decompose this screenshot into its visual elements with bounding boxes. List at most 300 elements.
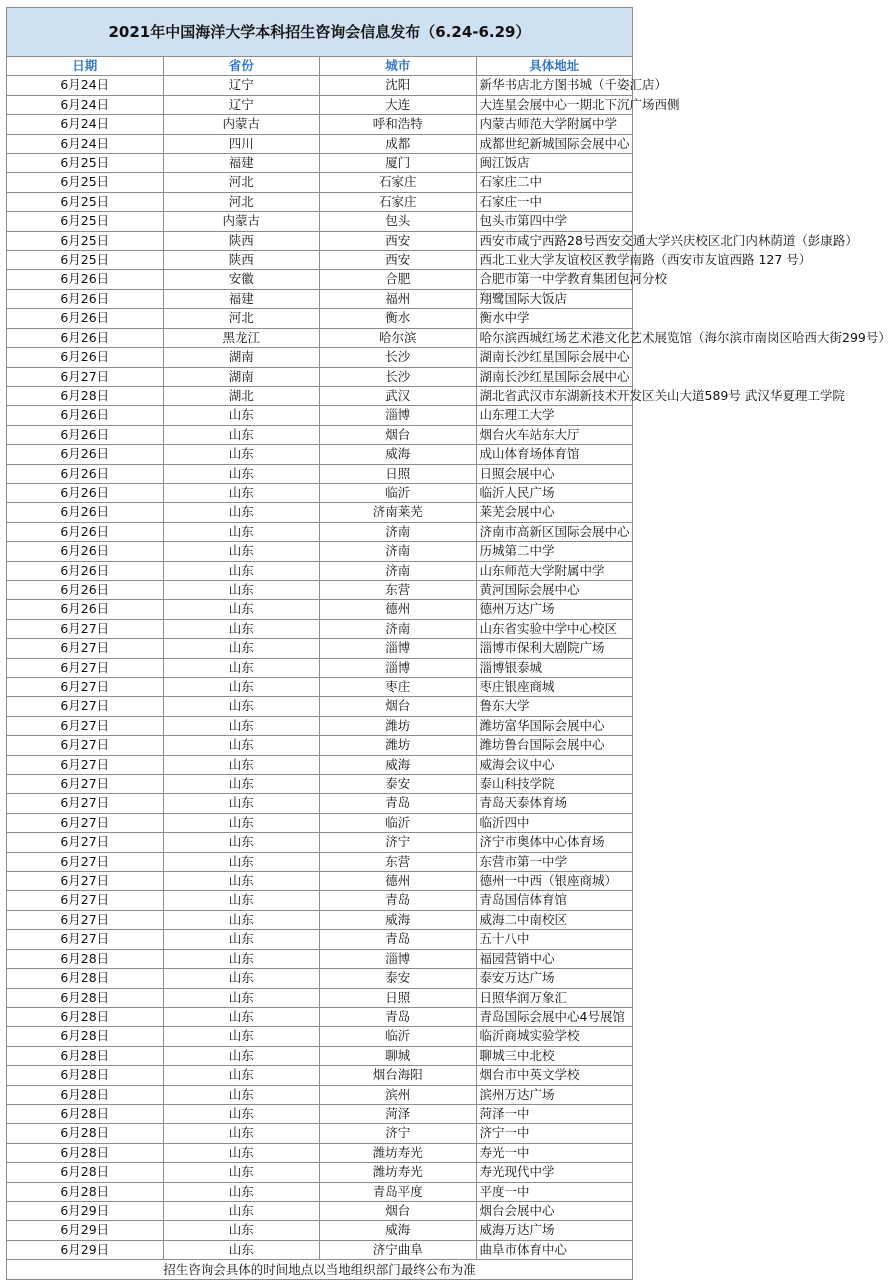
cell-city: 临沂: [320, 813, 477, 832]
cell-address: 山东师范大学附属中学: [476, 561, 633, 580]
table-row: [7, 678, 633, 697]
cell-province: 安徽: [163, 270, 320, 289]
cell-date: 6月26日: [7, 445, 164, 464]
title-row: [7, 8, 633, 57]
table-body: [7, 76, 891, 1260]
cell-city: 成都: [320, 134, 477, 153]
table-row: [7, 716, 633, 735]
cell-address: 烟台会展中心: [476, 1201, 633, 1220]
cell-province: 河北: [163, 309, 320, 328]
cell-address: 潍坊富华国际会展中心: [476, 716, 633, 735]
cell-address: 济宁市奥体中心体育场: [476, 833, 633, 852]
cell-province: 山东: [163, 716, 320, 735]
cell-address: 临沂四中: [476, 813, 633, 832]
cell-date: 6月28日: [7, 1027, 164, 1046]
cell-province: 福建: [163, 289, 320, 308]
cell-city: 德州: [320, 600, 477, 619]
cell-province: 山东: [163, 949, 320, 968]
cell-address: 威海会议中心: [476, 755, 633, 774]
cell-city: 潍坊: [320, 716, 477, 735]
cell-date: 6月26日: [7, 406, 164, 425]
table-row: [7, 1007, 633, 1026]
table-row: [7, 833, 633, 852]
table-row: [7, 231, 633, 250]
cell-date: 6月28日: [7, 1143, 164, 1162]
table-row: [7, 95, 633, 114]
cell-city: 西安: [320, 251, 477, 270]
cell-province: 湖南: [163, 367, 320, 386]
table-row: [7, 542, 633, 561]
cell-date: 6月27日: [7, 833, 164, 852]
cell-province: 山东: [163, 503, 320, 522]
cell-date: 6月26日: [7, 542, 164, 561]
cell-date: 6月27日: [7, 736, 164, 755]
table-row: [7, 76, 633, 95]
table-row: [7, 1027, 633, 1046]
cell-date: 6月26日: [7, 328, 164, 347]
cell-date: 6月26日: [7, 561, 164, 580]
cell-province: 山东: [163, 813, 320, 832]
table-row: [7, 445, 633, 464]
cell-province: 山东: [163, 1143, 320, 1162]
schedule-sheet: [6, 7, 891, 1280]
cell-city: 包头: [320, 212, 477, 231]
cell-date: 6月27日: [7, 872, 164, 891]
table-row: [7, 1143, 633, 1162]
cell-city: 日照: [320, 988, 477, 1007]
table-row: [7, 1221, 633, 1240]
cell-city: 呼和浩特: [320, 115, 477, 134]
cell-address: 福园营销中心: [476, 949, 633, 968]
cell-address: 湖北省武汉市东湖新技术开发区关山大道589号 武汉华夏理工学院: [476, 386, 633, 405]
table-row: [7, 930, 633, 949]
cell-province: 山东: [163, 1124, 320, 1143]
header-date: 日期: [7, 57, 164, 76]
cell-address: 黄河国际会展中心: [476, 580, 633, 599]
cell-city: 淄博: [320, 639, 477, 658]
cell-province: 山东: [163, 988, 320, 1007]
cell-date: 6月26日: [7, 503, 164, 522]
cell-address: 济宁一中: [476, 1124, 633, 1143]
cell-province: 福建: [163, 154, 320, 173]
cell-date: 6月29日: [7, 1240, 164, 1259]
cell-date: 6月28日: [7, 969, 164, 988]
table-row: [7, 328, 633, 347]
cell-province: 山东: [163, 697, 320, 716]
cell-city: 菏泽: [320, 1104, 477, 1123]
cell-city: 烟台海阳: [320, 1066, 477, 1085]
cell-address: 泰山科技学院: [476, 775, 633, 794]
cell-city: 大连: [320, 95, 477, 114]
cell-city: 武汉: [320, 386, 477, 405]
cell-city: 滨州: [320, 1085, 477, 1104]
cell-address: 湖南长沙红星国际会展中心: [476, 367, 633, 386]
cell-province: 山东: [163, 483, 320, 502]
cell-province: 山东: [163, 755, 320, 774]
table-row: [7, 134, 633, 153]
cell-city: 聊城: [320, 1046, 477, 1065]
cell-address: 德州万达广场: [476, 600, 633, 619]
cell-address: 包头市第四中学: [476, 212, 633, 231]
table-row: [7, 348, 633, 367]
cell-city: 枣庄: [320, 678, 477, 697]
cell-address: 潍坊鲁台国际会展中心: [476, 736, 633, 755]
cell-province: 山东: [163, 522, 320, 541]
cell-province: 山东: [163, 542, 320, 561]
cell-address: 闽江饭店: [476, 154, 633, 173]
cell-province: 山东: [163, 852, 320, 871]
table-row: [7, 192, 633, 211]
cell-address: 内蒙古师范大学附属中学: [476, 115, 633, 134]
cell-address: 合肥市第一中学教育集团包河分校: [476, 270, 633, 289]
header-city: 城市: [320, 57, 477, 76]
cell-address: 衡水中学: [476, 309, 633, 328]
table-row: [7, 561, 633, 580]
cell-province: 湖南: [163, 348, 320, 367]
cell-city: 威海: [320, 445, 477, 464]
cell-date: 6月24日: [7, 134, 164, 153]
cell-address: 烟台市中英文学校: [476, 1066, 633, 1085]
cell-address: 山东省实验中学中心校区: [476, 619, 633, 638]
cell-address: 威海万达广场: [476, 1221, 633, 1240]
cell-city: 济宁: [320, 833, 477, 852]
table-row: [7, 580, 633, 599]
cell-province: 山东: [163, 580, 320, 599]
cell-date: 6月27日: [7, 755, 164, 774]
cell-city: 西安: [320, 231, 477, 250]
cell-address: 曲阜市体育中心: [476, 1240, 633, 1259]
table-row: [7, 1104, 633, 1123]
cell-city: 青岛: [320, 891, 477, 910]
table-row: [7, 639, 633, 658]
table-row: [7, 464, 633, 483]
cell-address: 哈尔滨西城红场艺术港文化艺术展览馆（海尔滨市南岗区哈西大街299号）: [476, 328, 633, 347]
cell-date: 6月24日: [7, 115, 164, 134]
table-title: 2021年中国海洋大学本科招生咨询会信息发布（6.24-6.29）: [7, 8, 633, 57]
cell-city: 德州: [320, 872, 477, 891]
cell-city: 淄博: [320, 949, 477, 968]
header-row: [7, 57, 633, 76]
table-row: [7, 794, 633, 813]
cell-province: 内蒙古: [163, 115, 320, 134]
cell-date: 6月27日: [7, 639, 164, 658]
cell-province: 山东: [163, 1104, 320, 1123]
table-row: [7, 969, 633, 988]
cell-city: 济南: [320, 542, 477, 561]
table-row: [7, 425, 633, 444]
table-row: [7, 386, 633, 405]
cell-city: 威海: [320, 1221, 477, 1240]
schedule-table: [6, 7, 891, 1280]
cell-address: 济南市高新区国际会展中心: [476, 522, 633, 541]
cell-date: 6月26日: [7, 309, 164, 328]
cell-province: 山东: [163, 1066, 320, 1085]
table-row: [7, 891, 633, 910]
cell-date: 6月27日: [7, 794, 164, 813]
cell-city: 潍坊: [320, 736, 477, 755]
cell-province: 山东: [163, 425, 320, 444]
cell-address: 威海二中南校区: [476, 910, 633, 929]
cell-address: 东营市第一中学: [476, 852, 633, 871]
cell-province: 山东: [163, 1007, 320, 1026]
cell-city: 福州: [320, 289, 477, 308]
cell-date: 6月25日: [7, 251, 164, 270]
table-row: [7, 1085, 633, 1104]
cell-date: 6月26日: [7, 600, 164, 619]
cell-province: 山东: [163, 1240, 320, 1259]
cell-province: 山东: [163, 891, 320, 910]
cell-date: 6月28日: [7, 1066, 164, 1085]
cell-date: 6月28日: [7, 1182, 164, 1201]
cell-date: 6月26日: [7, 425, 164, 444]
cell-city: 厦门: [320, 154, 477, 173]
table-row: [7, 173, 633, 192]
cell-address: 成山体育场体育馆: [476, 445, 633, 464]
cell-address: 成都世纪新城国际会展中心: [476, 134, 633, 153]
table-row: [7, 988, 633, 1007]
cell-address: 寿光现代中学: [476, 1163, 633, 1182]
cell-province: 山东: [163, 910, 320, 929]
cell-city: 烟台: [320, 425, 477, 444]
cell-city: 临沂: [320, 483, 477, 502]
cell-address: 石家庄二中: [476, 173, 633, 192]
cell-province: 陕西: [163, 231, 320, 250]
cell-address: 临沂商城实验学校: [476, 1027, 633, 1046]
cell-city: 烟台: [320, 1201, 477, 1220]
cell-province: 山东: [163, 600, 320, 619]
table-row: [7, 309, 633, 328]
cell-city: 威海: [320, 755, 477, 774]
table-row: [7, 1066, 633, 1085]
cell-date: 6月27日: [7, 697, 164, 716]
cell-province: 山东: [163, 736, 320, 755]
cell-province: 山东: [163, 445, 320, 464]
cell-city: 济宁: [320, 1124, 477, 1143]
cell-date: 6月25日: [7, 212, 164, 231]
cell-address: 西北工业大学友谊校区教学南路（西安市友谊西路 127 号）: [476, 251, 633, 270]
cell-address: 历城第二中学: [476, 542, 633, 561]
cell-date: 6月24日: [7, 76, 164, 95]
cell-province: 山东: [163, 619, 320, 638]
cell-city: 日照: [320, 464, 477, 483]
cell-city: 济南: [320, 619, 477, 638]
cell-address: 日照会展中心: [476, 464, 633, 483]
table-row: [7, 813, 633, 832]
cell-province: 黑龙江: [163, 328, 320, 347]
cell-address: 日照华润万象汇: [476, 988, 633, 1007]
cell-city: 淄博: [320, 406, 477, 425]
cell-province: 山东: [163, 658, 320, 677]
cell-date: 6月27日: [7, 910, 164, 929]
cell-city: 济南: [320, 561, 477, 580]
cell-address: 淄博银泰城: [476, 658, 633, 677]
cell-address: 滨州万达广场: [476, 1085, 633, 1104]
cell-province: 辽宁: [163, 76, 320, 95]
cell-city: 哈尔滨: [320, 328, 477, 347]
cell-address: 枣庄银座商城: [476, 678, 633, 697]
cell-date: 6月28日: [7, 386, 164, 405]
cell-city: 石家庄: [320, 173, 477, 192]
cell-province: 湖北: [163, 386, 320, 405]
cell-date: 6月27日: [7, 658, 164, 677]
cell-province: 河北: [163, 192, 320, 211]
cell-date: 6月28日: [7, 949, 164, 968]
cell-city: 泰安: [320, 969, 477, 988]
footer-note: 招生咨询会具体的时间地点以当地组织部门最终公布为准: [7, 1260, 633, 1280]
table-row: [7, 1163, 633, 1182]
cell-date: 6月28日: [7, 988, 164, 1007]
cell-address: 聊城三中北校: [476, 1046, 633, 1065]
cell-address: 翔鹭国际大饭店: [476, 289, 633, 308]
cell-province: 山东: [163, 1221, 320, 1240]
cell-date: 6月25日: [7, 154, 164, 173]
cell-province: 山东: [163, 1182, 320, 1201]
cell-city: 青岛: [320, 930, 477, 949]
cell-province: 山东: [163, 639, 320, 658]
cell-province: 四川: [163, 134, 320, 153]
cell-city: 泰安: [320, 775, 477, 794]
cell-date: 6月25日: [7, 231, 164, 250]
cell-address: 菏泽一中: [476, 1104, 633, 1123]
cell-city: 潍坊寿光: [320, 1143, 477, 1162]
cell-province: 山东: [163, 406, 320, 425]
cell-province: 山东: [163, 833, 320, 852]
cell-province: 山东: [163, 969, 320, 988]
table-row: [7, 775, 633, 794]
cell-city: 烟台: [320, 697, 477, 716]
table-row: [7, 289, 633, 308]
cell-city: 衡水: [320, 309, 477, 328]
table-row: [7, 1124, 633, 1143]
cell-date: 6月26日: [7, 289, 164, 308]
cell-address: 泰安万达广场: [476, 969, 633, 988]
cell-date: 6月26日: [7, 483, 164, 502]
cell-address: 山东理工大学: [476, 406, 633, 425]
cell-city: 东营: [320, 852, 477, 871]
cell-province: 山东: [163, 930, 320, 949]
table-row: [7, 483, 633, 502]
cell-date: 6月27日: [7, 930, 164, 949]
cell-province: 山东: [163, 1046, 320, 1065]
cell-date: 6月26日: [7, 580, 164, 599]
table-row: [7, 755, 633, 774]
cell-province: 山东: [163, 1027, 320, 1046]
table-row: [7, 910, 633, 929]
cell-province: 山东: [163, 794, 320, 813]
cell-address: 烟台火车站东大厅: [476, 425, 633, 444]
cell-address: 平度一中: [476, 1182, 633, 1201]
header-province: 省份: [163, 57, 320, 76]
cell-address: 石家庄一中: [476, 192, 633, 211]
cell-date: 6月28日: [7, 1104, 164, 1123]
table-row: [7, 658, 633, 677]
cell-city: 合肥: [320, 270, 477, 289]
table-row: [7, 872, 633, 891]
cell-date: 6月27日: [7, 891, 164, 910]
cell-date: 6月29日: [7, 1221, 164, 1240]
cell-date: 6月26日: [7, 348, 164, 367]
cell-date: 6月26日: [7, 270, 164, 289]
table-row: [7, 949, 633, 968]
cell-city: 青岛: [320, 1007, 477, 1026]
cell-city: 潍坊寿光: [320, 1163, 477, 1182]
cell-date: 6月27日: [7, 716, 164, 735]
table-row: [7, 522, 633, 541]
table-row: [7, 697, 633, 716]
table-row: [7, 736, 633, 755]
cell-city: 长沙: [320, 348, 477, 367]
cell-city: 长沙: [320, 367, 477, 386]
cell-city: 临沂: [320, 1027, 477, 1046]
table-row: [7, 1240, 633, 1259]
cell-city: 石家庄: [320, 192, 477, 211]
cell-city: 淄博: [320, 658, 477, 677]
cell-province: 山东: [163, 1163, 320, 1182]
cell-province: 陕西: [163, 251, 320, 270]
cell-address: 大连星会展中心一期北下沉广场西侧: [476, 95, 633, 114]
cell-province: 河北: [163, 173, 320, 192]
cell-date: 6月27日: [7, 619, 164, 638]
table-row: [7, 406, 633, 425]
cell-date: 6月28日: [7, 1046, 164, 1065]
cell-city: 青岛平度: [320, 1182, 477, 1201]
cell-address: 新华书店北方图书城（千姿汇店）: [476, 76, 633, 95]
cell-address: 临沂人民广场: [476, 483, 633, 502]
cell-date: 6月27日: [7, 678, 164, 697]
cell-date: 6月27日: [7, 852, 164, 871]
cell-date: 6月25日: [7, 173, 164, 192]
cell-date: 6月27日: [7, 813, 164, 832]
table-row: [7, 1182, 633, 1201]
cell-province: 内蒙古: [163, 212, 320, 231]
cell-address: 淄博市保利大剧院广场: [476, 639, 633, 658]
cell-address: 青岛天泰体育场: [476, 794, 633, 813]
cell-province: 山东: [163, 1201, 320, 1220]
cell-province: 山东: [163, 464, 320, 483]
cell-province: 山东: [163, 561, 320, 580]
cell-address: 鲁东大学: [476, 697, 633, 716]
cell-date: 6月28日: [7, 1124, 164, 1143]
cell-province: 山东: [163, 1085, 320, 1104]
footer-row: [7, 1260, 633, 1280]
cell-province: 山东: [163, 872, 320, 891]
cell-address: 湖南长沙红星国际会展中心: [476, 348, 633, 367]
cell-date: 6月28日: [7, 1085, 164, 1104]
header-address: 具体地址: [476, 57, 633, 76]
cell-address: 青岛国信体育馆: [476, 891, 633, 910]
cell-address: 西安市咸宁西路28号西安交通大学兴庆校区北门内林荫道（彭康路）: [476, 231, 633, 250]
cell-date: 6月28日: [7, 1163, 164, 1182]
table-row: [7, 1201, 633, 1220]
table-row: [7, 154, 633, 173]
cell-city: 济宁曲阜: [320, 1240, 477, 1259]
cell-date: 6月27日: [7, 367, 164, 386]
table-row: [7, 270, 633, 289]
cell-address: 德州一中西（银座商城）: [476, 872, 633, 891]
cell-city: 青岛: [320, 794, 477, 813]
cell-province: 辽宁: [163, 95, 320, 114]
table-row: [7, 212, 633, 231]
cell-address: 莱芜会展中心: [476, 503, 633, 522]
cell-city: 济南莱芜: [320, 503, 477, 522]
table-row: [7, 503, 633, 522]
table-row: [7, 1046, 633, 1065]
cell-address: 寿光一中: [476, 1143, 633, 1162]
table-row: [7, 600, 633, 619]
cell-province: 山东: [163, 678, 320, 697]
cell-address: 五十八中: [476, 930, 633, 949]
cell-city: 东营: [320, 580, 477, 599]
